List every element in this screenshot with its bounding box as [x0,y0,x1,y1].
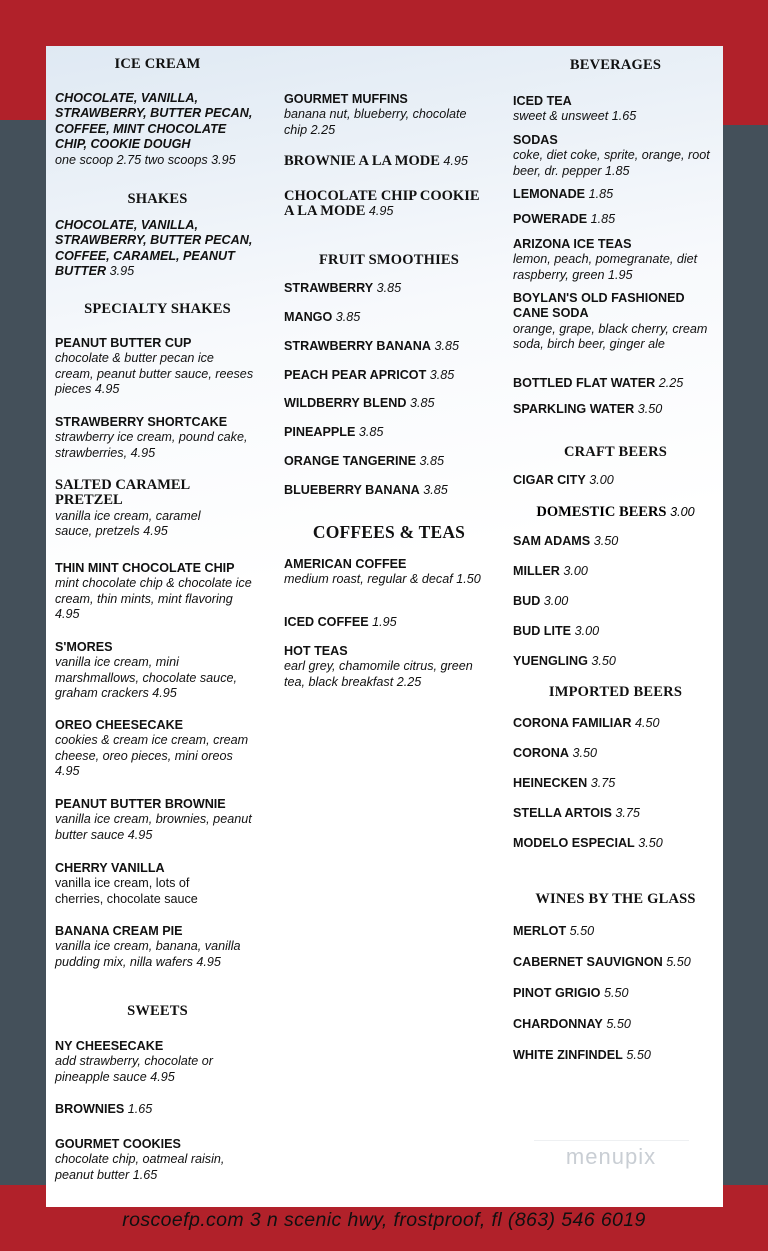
menu-item [55,1137,255,1183]
item-desc: vanilla ice cream, caramel sauce, pretzels 4.95 [55,508,201,539]
item-price: 1.85 [588,187,614,201]
menu-item [513,237,713,283]
item-desc: orange, grape, black cherry, cream soda, birch beer, ginger ale [513,321,708,352]
menupix-watermark: menupix [565,1144,657,1169]
item-price: 3.75 [615,806,640,820]
menu-item [55,640,255,702]
menu-item [55,861,235,907]
item-name: STRAWBERRY [284,281,374,295]
item-name: ICED TEA [513,94,572,108]
item-price: 5.50 [626,1048,651,1062]
menu-item [284,396,434,411]
menu-item [513,402,713,417]
item-name: BOTTLED FLAT WATER [513,376,656,390]
item-name: CABERNET SAUVIGNON [513,955,663,969]
item-price: 3.50 [638,836,663,850]
item-name: MODELO ESPECIAL [513,836,635,850]
item-price: 1.95 [372,615,397,629]
item-name: LEMONADE [513,187,586,201]
item-desc: vanilla ice cream, mini marshmallows, chocolate sauce, graham crackers 4.95 [55,655,237,701]
menu-item [513,291,711,353]
section-title-craft-beers: CRAFT BEERS [563,444,668,460]
menu-item [55,336,255,398]
menu-item [284,92,484,138]
item-name: WILDBERRY BLEND [284,396,407,410]
item-desc: medium roast, regular & decaf 1.50 [284,572,481,587]
menu-item [513,654,616,669]
section-title-wines: WINES BY THE GLASS [535,891,696,907]
item-price: 3.50 [591,654,616,668]
item-name: CHERRY VANILLA [55,861,165,875]
item-name: YUENGLING [513,654,588,668]
item-desc: chocolate chip, oatmeal raisin, peanut butter 1.65 [55,1152,225,1182]
menu-item [55,1039,255,1085]
item-name: BLUEBERRY BANANA [284,483,420,497]
item-price: 3.00 [589,473,614,487]
item-name: HEINECKEN [513,776,588,790]
item-price: 1.65 [127,1102,153,1116]
top-right-red-band [722,0,768,125]
item-price: 3.85 [358,425,384,439]
item-desc: lemon, peach, pomegranate, diet raspberry, green 1.95 [513,252,698,282]
menu-item [513,836,663,851]
menu-item [513,806,640,821]
item-price: 3.85 [335,310,361,324]
section-title-coffees-teas: COFFEES & TEAS [312,522,466,542]
menu-item [284,189,489,220]
section-title-sweets: SWEETS [127,1003,188,1019]
item-name: BANANA CREAM PIE [55,924,183,938]
menu-item [513,955,691,970]
item-name: GOURMET COOKIES [55,1137,181,1151]
item-name: PEANUT BUTTER CUP [55,336,192,350]
item-desc: mint chocolate chip & chocolate ice cream, thin mints, mint flavoring 4.95 [55,576,252,622]
item-name: STRAWBERRY BANANA [284,339,431,353]
item-name: BROWNIES [55,1102,125,1116]
item-price: 5.50 [606,1017,631,1031]
item-name: CORONA [513,746,569,760]
item-name: NY CHEESECAKE [55,1039,164,1053]
section-title-fruit-smoothies: FRUIT SMOOTHIES [318,252,460,268]
item-name: MILLER [513,564,560,578]
menu-item [513,94,713,125]
item-price: 3.75 [590,776,616,790]
item-price: 3.85 [423,483,448,497]
item-name: ARIZONA ICE TEAS [513,237,632,251]
item-name: CHARDONNAY [513,1017,603,1031]
item-name: BUD [513,594,541,608]
menu-item [513,776,615,791]
section-title-domestic-beers [513,503,718,521]
item-name: BOYLAN'S OLD FASHIONED CANE SODA [513,291,685,321]
item-name: STELLA ARTOIS [513,806,612,820]
item-price: 3.95 [109,264,135,279]
item-desc: earl grey, chamomile citrus, green tea, black breakfast 2.25 [284,659,473,689]
item-name: SPARKLING WATER [513,402,635,416]
menu-item [513,1017,631,1032]
item-desc: cookies & cream ice cream, cream cheese, oreo pieces, mini oreos 4.95 [55,733,249,779]
item-name: SAM ADAMS [513,534,591,548]
item-name: THIN MINT CHOCOLATE CHIP [55,561,235,575]
item-price: one scoop 2.75 two scoops 3.95 [55,152,236,167]
menu-item [513,924,594,939]
section-title-beverages: BEVERAGES [569,57,662,73]
item-price: 4.95 [368,204,394,219]
item-name: AMERICAN COFFEE [284,557,407,571]
item-price: 3.85 [434,339,459,353]
item-name: BUD LITE [513,624,572,638]
item-price: 2.25 [658,376,684,390]
item-price: 3.50 [572,746,597,760]
item-name: CIGAR CITY [513,473,586,487]
item-name: WHITE ZINFINDEL [513,1048,623,1062]
item-name: CHOCOLATE, VANILLA, STRAWBERRY, BUTTER PECAN, COFFEE, CARAMEL, PEANUT BUTTER [55,218,253,279]
item-desc: banana nut, blueberry, chocolate chip 2.25 [284,107,467,137]
menu-item [513,212,713,227]
menu-item [513,564,588,579]
item-name: PEACH PEAR APRICOT [284,368,427,382]
item-name: OREO CHEESECAKE [55,718,184,732]
item-price: 4.95 [443,154,468,168]
item-price: 3.85 [376,281,402,295]
item-name: GOURMET MUFFINS [284,92,408,106]
item-desc: chocolate & butter pecan ice cream, peanut butter sauce, reeses pieces 4.95 [55,351,254,397]
menu-item [55,478,225,540]
section-title-text: DOMESTIC BEERS [536,504,667,520]
item-name: S'MORES [55,640,113,654]
item-name: STRAWBERRY SHORTCAKE [55,415,228,429]
menu-item [55,924,255,970]
item-price: 1.85 [590,212,616,226]
menu-item [284,483,448,498]
item-price: 3.00 [563,564,588,578]
item-price: 4.50 [634,716,660,730]
watermark-divider [534,1140,689,1141]
menu-item [513,187,713,202]
item-name: PINEAPPLE [284,425,356,439]
item-price: 5.50 [603,986,629,1000]
menu-item [513,594,568,609]
menu-item [513,376,713,391]
menu-item [284,368,454,383]
menu-item-ice-cream [55,91,260,168]
menu-item [55,561,260,623]
menu-item [284,557,484,588]
section-price: 3.00 [670,505,695,519]
item-name: PINOT GRIGIO [513,986,601,1000]
item-name: BROWNIE A LA MODE [284,153,440,169]
item-price: 3.85 [409,396,435,410]
menu-item [513,624,599,639]
item-price: 3.50 [637,402,663,416]
item-desc: coke, diet coke, sprite, orange, root beer, dr. pepper 1.85 [513,148,710,178]
item-name: CHOCOLATE, VANILLA, STRAWBERRY, BUTTER PECAN, COFFEE, MINT CHOCOLATE CHIP, COOKIE DOUGH [55,91,253,152]
menu-item [284,644,489,690]
item-name: HOT TEAS [284,644,348,658]
menu-item [55,415,255,461]
item-desc: strawberry ice cream, pound cake, strawberries, 4.95 [55,430,248,460]
item-desc: sweet & unsweet 1.65 [513,109,637,124]
section-title-imported-beers: IMPORTED BEERS [548,684,683,700]
item-price: 3.50 [593,534,619,548]
item-price: 5.50 [569,924,595,938]
item-desc: vanilla ice cream, lots of cherries, chocolate sauce [55,876,198,906]
menu-panel [46,46,723,1207]
item-name: MANGO [284,310,333,324]
footer-contact: roscoefp.com 3 n scenic hwy, frostproof, fl (863) 546 6019 [122,1209,646,1231]
menu-item [284,615,484,630]
section-title-ice-cream: ICE CREAM [114,56,201,72]
item-price: 3.00 [574,624,600,638]
item-name: ICED COFFEE [284,615,369,629]
item-name: CHOCOLATE CHIP COOKIE A LA MODE [284,188,480,220]
item-desc: vanilla ice cream, banana, vanilla pudding mix, nilla wafers 4.95 [55,939,241,969]
item-price: 5.50 [666,955,691,969]
menu-item [513,716,659,731]
item-name: SALTED CARAMEL PRETZEL [55,477,190,509]
menu-item-shakes [55,218,260,280]
menu-item [284,425,383,440]
item-price: 3.85 [419,454,445,468]
menu-item [55,1102,255,1117]
menu-item [284,339,459,354]
menu-item [284,454,444,469]
section-title-specialty-shakes: SPECIALTY SHAKES [84,301,231,317]
menu-item [513,534,618,549]
menu-item [513,1048,651,1063]
item-name: POWERADE [513,212,588,226]
menu-item [284,281,401,296]
item-name: SODAS [513,133,558,147]
menu-item [513,986,628,1001]
item-name: PEANUT BUTTER BROWNIE [55,797,226,811]
menu-item [55,797,255,843]
menu-item [284,310,360,325]
item-desc: add strawberry, chocolate or pineapple sauce 4.95 [55,1054,213,1084]
item-price: 3.00 [543,594,569,608]
item-desc: vanilla ice cream, brownies, peanut butter sauce 4.95 [55,812,252,842]
menu-item [55,718,255,780]
menu-item [284,154,489,169]
item-price: 3.85 [429,368,455,382]
menu-item [513,746,597,761]
menu-item [513,133,713,179]
section-title-shakes: SHAKES [127,191,188,207]
menu-item [513,473,614,488]
item-name: MERLOT [513,924,567,938]
item-name: ORANGE TANGERINE [284,454,417,468]
item-name: CORONA FAMILIAR [513,716,632,730]
